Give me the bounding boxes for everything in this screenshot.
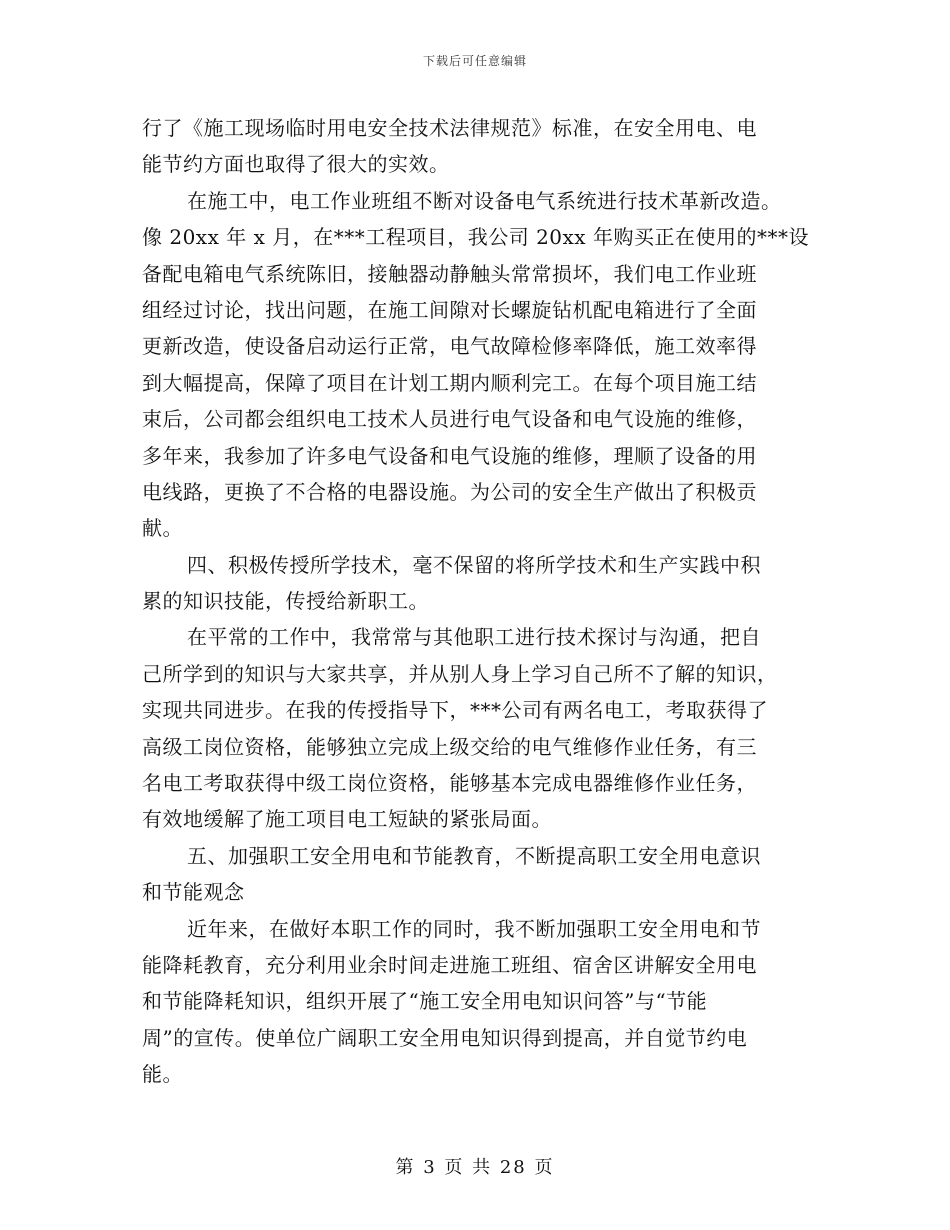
text-line: 多年来，我参加了许多电气设备和电气设施的维修，理顺了设备的用 bbox=[142, 443, 757, 468]
section-heading: 五、加强职工安全用电和节能教育，不断提高职工安全用电意识 bbox=[187, 843, 761, 868]
text-line: 更新改造，使设备启动运行正常，电气故障检修率降低，施工效率得 bbox=[142, 334, 757, 359]
paragraph-start: 在施工中，电工作业班组不断对设备电气系统进行技术革新改造。 bbox=[187, 188, 782, 213]
text-line: 献。 bbox=[142, 516, 183, 541]
text-line: 能节约方面也取得了很大的实效。 bbox=[142, 152, 450, 177]
text-line: 能。 bbox=[142, 1062, 183, 1087]
text-line: 己所学到的知识与大家共享，并从别人身上学习自己所不了解的知识， bbox=[142, 661, 778, 686]
text-line: 电线路，更换了不合格的电器设施。为公司的安全生产做出了积极贡 bbox=[142, 479, 757, 504]
text-line: 累的知识技能，传授给新职工。 bbox=[142, 589, 429, 614]
text-line: 束后，公司都会组织电工技术人员进行电气设备和电气设施的维修， bbox=[142, 407, 757, 432]
text-line: 和节能降耗知识，组织开展了“施工安全用电知识问答”与“节能 bbox=[142, 989, 708, 1014]
text-line: 像 20xx 年 x 月，在***工程项目，我公司 20xx 年购买正在使用的***设 bbox=[142, 225, 809, 250]
text-line: 高级工岗位资格，能够独立完成上级交给的电气维修作业任务，有三 bbox=[142, 734, 757, 759]
text-line: 实现共同进步。在我的传授指导下，***公司有两名电工，考取获得了 bbox=[142, 698, 768, 723]
paragraph-start: 近年来，在做好本职工作的同时，我不断加强职工安全用电和节 bbox=[187, 916, 761, 941]
section-heading: 四、积极传授所学技术，毫不保留的将所学技术和生产实践中积 bbox=[187, 552, 761, 577]
text-line: 有效地缓解了施工项目电工短缺的紧张局面。 bbox=[142, 807, 552, 832]
text-line: 名电工考取获得中级工岗位资格，能够基本完成电器维修作业任务， bbox=[142, 771, 757, 796]
page-number: 第 3 页 共 28 页 bbox=[395, 1157, 555, 1178]
document-body bbox=[142, 110, 822, 1093]
text-line: 到大幅提高，保障了项目在计划工期内顺利完工。在每个项目施工结 bbox=[142, 370, 757, 395]
text-line: 组经过讨论，找出问题，在施工间隙对长螺旋钻机配电箱进行了全面 bbox=[142, 297, 757, 322]
text-line: 周”的宣传。使单位广阔职工安全用电知识得到提高，并自觉节约电 bbox=[142, 1025, 748, 1050]
text-line: 备配电箱电气系统陈旧，接触器动静触头常常损坏，我们电工作业班 bbox=[142, 261, 757, 286]
text-line: 和节能观念 bbox=[142, 880, 245, 905]
page-header: 下载后可任意编辑 bbox=[422, 54, 527, 68]
text-line: 能降耗教育，充分利用业余时间走进施工班组、宿舍区讲解安全用电 bbox=[142, 952, 757, 977]
text-line: 行了《施工现场临时用电安全技术法律规范》标准，在安全用电、电 bbox=[142, 116, 757, 140]
paragraph-start: 在平常的工作中，我常常与其他职工进行技术探讨与沟通，把自 bbox=[187, 625, 761, 650]
